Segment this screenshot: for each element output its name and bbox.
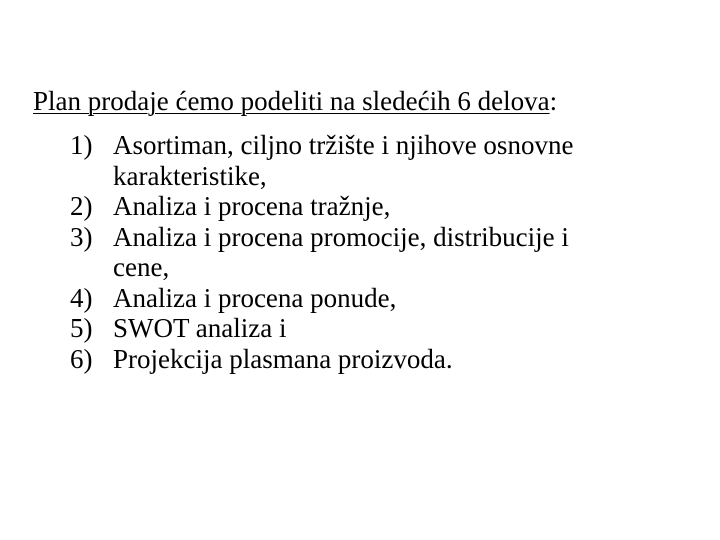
list-item-number: 3)	[70, 221, 93, 252]
list-item-line: Analiza i procena promocije, distribucije i	[113, 221, 569, 252]
list-item-line: Asortiman, ciljno tržište i njihove osnovne	[113, 130, 574, 160]
list-item-number: 6)	[70, 343, 93, 374]
list-item-line: karakteristike,	[113, 160, 267, 191]
list-item-number: 4)	[70, 282, 93, 313]
list-item-text: Analiza i procena ponude,	[113, 282, 397, 313]
slide-heading-underlined: Plan prodaje ćemo podeliti na sledećih 6 delova	[33, 86, 550, 116]
list-item-text: SWOT analiza i	[113, 313, 287, 343]
list-item	[70, 191, 670, 222]
list-item	[70, 344, 670, 375]
list-item-number: 1)	[70, 130, 93, 160]
list-item-number: 5)	[70, 313, 93, 343]
numbered-list	[70, 130, 670, 374]
list-item	[70, 313, 670, 344]
slide-heading-colon: :	[549, 86, 558, 116]
list-item-text: Projekcija plasmana proizvoda.	[113, 343, 453, 374]
slide-heading	[33, 83, 557, 119]
list-item	[70, 283, 670, 314]
list-item	[70, 222, 670, 283]
list-item-number: 2)	[70, 191, 93, 221]
list-item	[70, 130, 670, 191]
list-item-text	[113, 222, 670, 283]
list-item-text: Analiza i procena tražnje,	[113, 191, 391, 221]
list-item-text	[113, 130, 670, 191]
list-item-line: cene,	[113, 252, 170, 282]
